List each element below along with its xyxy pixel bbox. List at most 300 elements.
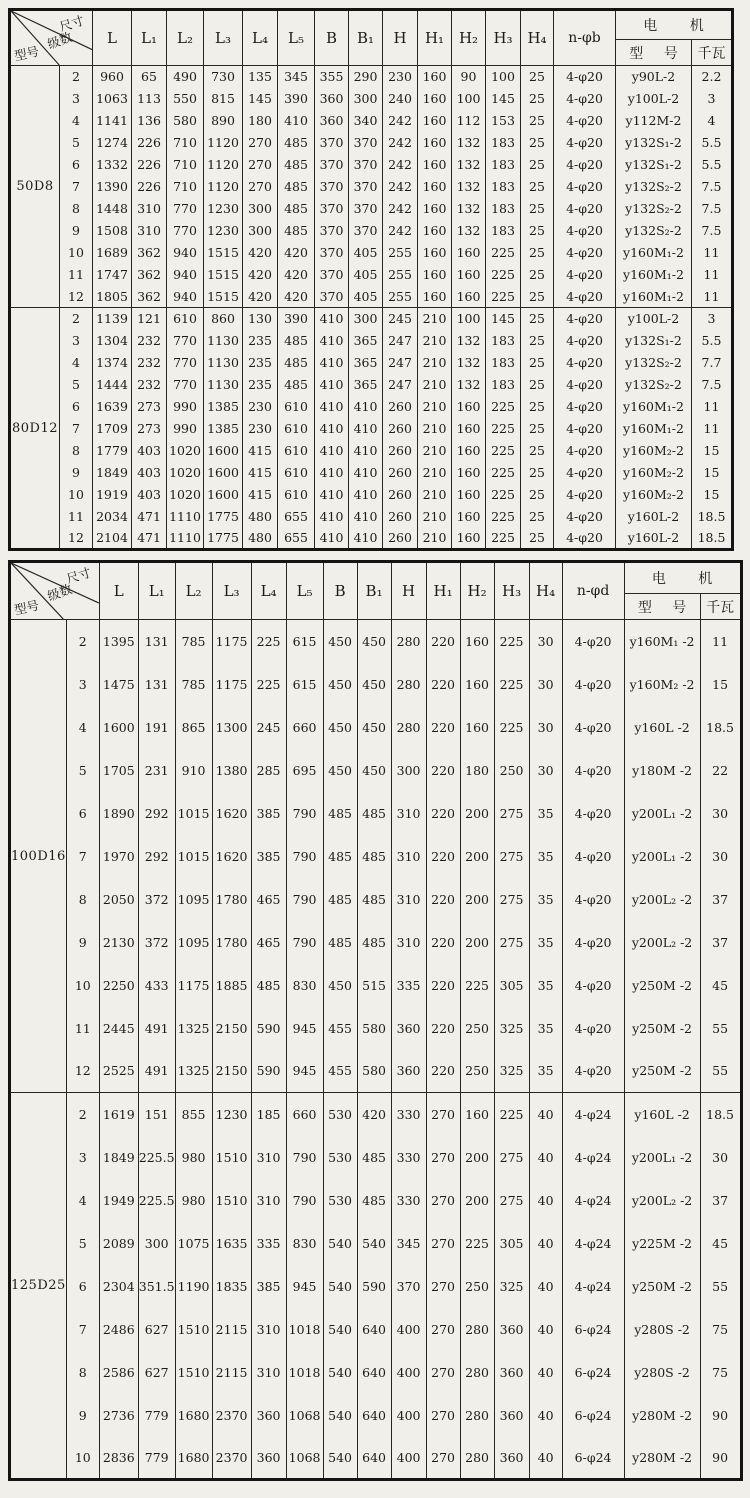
motor-kw-cell: 30 [700,835,741,878]
dimension-cell: 1120 [204,154,243,176]
col-header-L4: L₄ [251,562,286,620]
dimension-cell: 230 [243,396,278,418]
dimension-cell: 240 [383,88,418,110]
dimension-cell: 300 [349,308,383,330]
motor-model-cell: y200L₁ -2 [624,835,700,878]
bolt-holes-cell: 4-φ20 [562,878,624,921]
dimension-cell: 410 [349,462,383,484]
table-row [10,286,733,308]
dimension-cell: 360 [315,110,349,132]
dimension-cell: 242 [383,154,418,176]
dimension-cell: 627 [138,1351,175,1394]
stage-cell: 6 [60,154,93,176]
dimension-cell: 225 [486,286,521,308]
dimension-cell: 1095 [175,921,212,964]
stage-cell: 4 [66,706,99,749]
dimension-cell: 145 [486,88,521,110]
dimension-cell: 370 [349,176,383,198]
dimension-cell: 960 [93,66,132,88]
stage-cell: 12 [60,286,93,308]
dimension-cell: 310 [251,1136,286,1179]
dimension-cell: 270 [426,1265,460,1308]
dimension-cell: 450 [357,663,391,706]
table-row [10,792,742,835]
table-row [10,1093,742,1136]
dimension-cell: 1230 [204,198,243,220]
table-row [10,110,733,132]
dimension-cell: 1385 [204,396,243,418]
dimension-cell: 40 [529,1437,562,1480]
dimension-cell: 35 [529,964,562,1007]
dimension-cell: 200 [460,792,494,835]
motor-kw-cell: 45 [700,1222,741,1265]
stage-cell: 2 [60,66,93,88]
dimension-table-upper [8,8,734,551]
dimension-cell: 220 [426,878,460,921]
stage-cell: 7 [60,176,93,198]
dimension-cell: 270 [426,1093,460,1136]
dimension-cell: 160 [452,440,486,462]
dimension-cell: 180 [243,110,278,132]
motor-model-cell: y250M -2 [624,1007,700,1050]
dimension-cell: 450 [323,964,357,1007]
stage-cell: 10 [66,964,99,1007]
dimension-cell: 710 [167,154,204,176]
dimension-cell: 890 [204,110,243,132]
dimension-cell: 485 [323,878,357,921]
dimension-cell: 1120 [204,176,243,198]
dimension-cell: 310 [132,220,167,242]
dimension-cell: 225.5 [138,1179,175,1222]
dimension-cell: 485 [357,1136,391,1179]
col-header-L: L [99,562,138,620]
dimension-cell: 151 [138,1093,175,1136]
dimension-cell: 945 [286,1007,323,1050]
dimension-cell: 785 [175,663,212,706]
bolt-holes-cell: 4-φ20 [554,154,616,176]
bolt-holes-cell: 4-φ20 [554,528,616,550]
bolt-holes-cell: 4-φ20 [554,352,616,374]
table-row [10,1007,742,1050]
dimension-cell: 940 [167,264,204,286]
dimension-cell: 1175 [212,663,251,706]
dimension-cell: 515 [357,964,391,1007]
dimension-cell: 160 [460,663,494,706]
dimension-cell: 360 [494,1437,529,1480]
motor-kw-cell: 7.5 [692,220,733,242]
dimension-cell: 710 [167,132,204,154]
dimension-cell: 35 [529,921,562,964]
bolt-holes-cell: 4-φ20 [562,964,624,1007]
stage-cell: 5 [60,374,93,396]
bolt-holes-cell: 4-φ20 [562,835,624,878]
dimension-cell: 1018 [286,1351,323,1394]
dimension-cell: 370 [315,154,349,176]
bolt-holes-cell: 6-φ24 [562,1308,624,1351]
col-header-motor-kw: 千瓦 [700,594,741,620]
dimension-cell: 280 [391,706,426,749]
dimension-cell: 471 [132,506,167,528]
dimension-cell: 455 [323,1050,357,1093]
motor-model-cell: y250M -2 [624,1265,700,1308]
dimension-cell: 136 [132,110,167,132]
dimension-cell: 35 [529,792,562,835]
stage-cell: 9 [60,220,93,242]
col-header-L5: L₅ [286,562,323,620]
dimension-cell: 370 [315,132,349,154]
dimension-cell: 490 [167,66,204,88]
dimension-cell: 403 [132,484,167,506]
dimension-cell: 2150 [212,1050,251,1093]
table-row [10,198,733,220]
dimension-cell: 1680 [175,1437,212,1480]
dimension-cell: 132 [452,132,486,154]
dimension-cell: 485 [278,330,315,352]
dimension-cell: 420 [243,242,278,264]
motor-kw-cell: 15 [692,440,733,462]
dimension-cell: 1325 [175,1050,212,1093]
bolt-holes-cell: 4-φ20 [554,484,616,506]
table-row [10,352,733,374]
motor-kw-cell: 7.5 [692,374,733,396]
bolt-holes-cell: 4-φ20 [554,506,616,528]
dimension-cell: 280 [460,1351,494,1394]
dimension-cell: 360 [315,88,349,110]
motor-model-cell: y100L-2 [616,88,692,110]
dimension-cell: 485 [278,374,315,396]
dimension-cell: 860 [204,308,243,330]
dimension-cell: 485 [278,220,315,242]
motor-model-cell: y160M₁ -2 [624,620,700,663]
table-row [10,528,733,550]
dimension-cell: 2104 [93,528,132,550]
dimension-cell: 270 [426,1351,460,1394]
dimension-cell: 160 [452,264,486,286]
col-header-H1: H₁ [418,10,452,66]
table-row [10,921,742,964]
dimension-cell: 640 [357,1308,391,1351]
motor-kw-cell: 18.5 [700,706,741,749]
dimension-cell: 910 [175,749,212,792]
dimension-cell: 390 [278,308,315,330]
dimension-cell: 980 [175,1179,212,1222]
stage-cell: 3 [60,330,93,352]
dimension-cell: 132 [452,176,486,198]
dimension-cell: 325 [494,1007,529,1050]
stage-cell: 12 [66,1050,99,1093]
dimension-cell: 655 [278,506,315,528]
dimension-cell: 480 [243,528,278,550]
stage-cell: 8 [66,878,99,921]
dimension-cell: 65 [132,66,167,88]
dimension-cell: 980 [175,1136,212,1179]
dimension-cell: 275 [494,878,529,921]
dimension-cell: 400 [391,1351,426,1394]
motor-model-cell: y160L-2 [616,506,692,528]
corner-header [10,562,100,620]
dimension-cell: 210 [418,528,452,550]
motor-model-cell: y200L₁ -2 [624,1136,700,1179]
stage-cell: 7 [60,418,93,440]
dimension-cell: 270 [426,1308,460,1351]
bolt-holes-cell: 4-φ20 [554,176,616,198]
corner-label-size: 尺寸 [64,564,93,587]
motor-kw-cell: 90 [700,1394,741,1437]
dimension-cell: 280 [460,1394,494,1437]
dimension-cell: 185 [251,1093,286,1136]
motor-kw-cell: 15 [692,484,733,506]
dimension-cell: 25 [521,242,554,264]
dimension-cell: 113 [132,88,167,110]
dimension-cell: 1780 [212,878,251,921]
dimension-cell: 2050 [99,878,138,921]
dimension-cell: 410 [315,440,349,462]
motor-model-cell: y160L-2 [616,528,692,550]
dimension-cell: 1075 [175,1222,212,1265]
dimension-cell: 100 [452,88,486,110]
dimension-cell: 660 [286,706,323,749]
motor-kw-cell: 55 [700,1265,741,1308]
dimension-cell: 225 [251,663,286,706]
dimension-cell: 247 [383,352,418,374]
dimension-cell: 160 [418,132,452,154]
dimension-cell: 410 [349,396,383,418]
motor-model-cell: y160M₁-2 [616,264,692,286]
dimension-cell: 485 [357,835,391,878]
dimension-cell: 226 [132,132,167,154]
dimension-cell: 225 [486,396,521,418]
dimension-cell: 330 [391,1136,426,1179]
stage-cell: 5 [66,749,99,792]
motor-model-cell: y280S -2 [624,1308,700,1351]
dimension-cell: 530 [323,1093,357,1136]
dimension-cell: 420 [243,264,278,286]
table-row [10,308,733,330]
dimension-cell: 420 [243,286,278,308]
motor-kw-cell: 11 [700,620,741,663]
dimension-cell: 415 [243,484,278,506]
dimension-cell: 770 [167,198,204,220]
bolt-holes-cell: 6-φ24 [562,1394,624,1437]
col-header-L2: L₂ [175,562,212,620]
dimension-cell: 200 [460,1136,494,1179]
dimension-cell: 410 [315,352,349,374]
motor-model-cell: y200L₂ -2 [624,878,700,921]
col-header-H1: H₁ [426,562,460,620]
table-row [10,88,733,110]
dimension-cell: 1849 [99,1136,138,1179]
dimension-cell: 25 [521,176,554,198]
dimension-cell: 420 [357,1093,391,1136]
dimension-cell: 191 [138,706,175,749]
dimension-cell: 2089 [99,1222,138,1265]
dimension-cell: 160 [418,154,452,176]
stage-cell: 11 [60,264,93,286]
dimension-cell: 160 [418,264,452,286]
stage-cell: 6 [60,396,93,418]
motor-kw-cell: 4 [692,110,733,132]
dimension-cell: 200 [460,1179,494,1222]
dimension-cell: 450 [323,663,357,706]
motor-model-cell: y250M -2 [624,1050,700,1093]
motor-kw-cell: 55 [700,1007,741,1050]
table-body-lower [10,620,742,1480]
table-row [10,1394,742,1437]
dimension-cell: 370 [315,286,349,308]
dimension-cell: 310 [391,921,426,964]
dimension-cell: 400 [391,1308,426,1351]
stage-cell: 2 [66,620,99,663]
dimension-cell: 410 [349,418,383,440]
dimension-cell: 370 [349,220,383,242]
dimension-cell: 790 [286,1179,323,1222]
dimension-cell: 2250 [99,964,138,1007]
dimension-cell: 345 [391,1222,426,1265]
dimension-cell: 655 [278,528,315,550]
dimension-cell: 225 [486,506,521,528]
corner-label-model: 型号 [12,43,41,64]
dimension-cell: 1110 [167,528,204,550]
dimension-cell: 1805 [93,286,132,308]
stage-cell: 11 [60,506,93,528]
dimension-cell: 385 [251,792,286,835]
bolt-holes-cell: 6-φ24 [562,1437,624,1480]
motor-kw-cell: 75 [700,1308,741,1351]
dimension-cell: 131 [138,663,175,706]
motor-kw-cell: 11 [692,264,733,286]
dimension-cell: 420 [278,264,315,286]
motor-kw-cell: 15 [700,663,741,706]
dimension-cell: 273 [132,396,167,418]
motor-model-cell: y112M-2 [616,110,692,132]
stage-cell: 3 [66,1136,99,1179]
dimension-cell: 270 [243,132,278,154]
dimension-cell: 310 [391,878,426,921]
dimension-cell: 1600 [204,440,243,462]
dimension-cell: 1705 [99,749,138,792]
dimension-cell: 410 [349,528,383,550]
dimension-cell: 485 [357,921,391,964]
dimension-cell: 335 [391,964,426,1007]
dimension-cell: 210 [418,418,452,440]
dimension-cell: 2370 [212,1394,251,1437]
dimension-cell: 160 [452,242,486,264]
col-header-L1: L₁ [138,562,175,620]
dimension-cell: 1018 [286,1308,323,1351]
motor-kw-cell: 18.5 [692,528,733,550]
dimension-cell: 1515 [204,264,243,286]
dimension-cell: 260 [383,462,418,484]
col-header-H4: H₄ [529,562,562,620]
dimension-cell: 415 [243,440,278,462]
dimension-cell: 410 [315,308,349,330]
dimension-cell: 1325 [175,1007,212,1050]
motor-kw-cell: 2.2 [692,66,733,88]
dimension-cell: 232 [132,330,167,352]
col-header-H: H [391,562,426,620]
dimension-cell: 471 [132,528,167,550]
dimension-cell: 340 [349,110,383,132]
col-header-H3: H₃ [486,10,521,66]
dimension-cell: 270 [426,1394,460,1437]
dimension-cell: 1068 [286,1437,323,1480]
bolt-holes-cell: 4-φ20 [554,440,616,462]
dimension-cell: 160 [418,88,452,110]
dimension-cell: 1175 [175,964,212,1007]
stage-cell: 8 [60,198,93,220]
dimension-cell: 232 [132,352,167,374]
col-header-B1: B₁ [357,562,391,620]
dimension-cell: 25 [521,66,554,88]
dimension-cell: 2304 [99,1265,138,1308]
dimension-cell: 1885 [212,964,251,1007]
dimension-cell: 242 [383,110,418,132]
dimension-cell: 990 [167,396,204,418]
dimension-cell: 183 [486,330,521,352]
dimension-cell: 362 [132,264,167,286]
motor-kw-cell: 15 [692,462,733,484]
dimension-cell: 232 [132,374,167,396]
stage-cell: 8 [66,1351,99,1394]
motor-kw-cell: 7.5 [692,176,733,198]
dimension-cell: 610 [278,418,315,440]
motor-model-cell: y160M₁-2 [616,396,692,418]
dimension-cell: 275 [494,921,529,964]
dimension-cell: 830 [286,1222,323,1265]
dimension-cell: 160 [452,506,486,528]
dimension-cell: 230 [383,66,418,88]
dimension-cell: 235 [243,374,278,396]
motor-model-cell: y132S₁-2 [616,132,692,154]
dimension-cell: 1274 [93,132,132,154]
dimension-cell: 1332 [93,154,132,176]
dimension-cell: 200 [460,921,494,964]
dimension-cell: 1130 [204,330,243,352]
dimension-cell: 485 [278,154,315,176]
dimension-cell: 300 [243,220,278,242]
dimension-cell: 405 [349,286,383,308]
dimension-cell: 580 [357,1050,391,1093]
bolt-holes-cell: 4-φ20 [554,264,616,286]
motor-kw-cell: 55 [700,1050,741,1093]
dimension-cell: 360 [251,1394,286,1437]
dimension-cell: 790 [286,835,323,878]
dimension-cell: 245 [251,706,286,749]
dimension-cell: 779 [138,1437,175,1480]
bolt-holes-cell: 4-φ20 [562,663,624,706]
motor-model-cell: y160L -2 [624,1093,700,1136]
col-header-L5: L₅ [278,10,315,66]
table-row [10,176,733,198]
dimension-cell: 40 [529,1351,562,1394]
col-header-L3: L₃ [204,10,243,66]
motor-model-cell: y160M₁-2 [616,242,692,264]
dimension-table-lower [8,560,743,1481]
dimension-cell: 25 [521,110,554,132]
dimension-cell: 450 [323,620,357,663]
dimension-cell: 280 [391,663,426,706]
dimension-cell: 360 [494,1394,529,1437]
dimension-cell: 410 [278,110,315,132]
dimension-cell: 410 [315,330,349,352]
dimension-cell: 1515 [204,286,243,308]
dimension-cell: 160 [460,1093,494,1136]
dimension-cell: 40 [529,1265,562,1308]
dimension-cell: 210 [418,374,452,396]
bolt-holes-cell: 4-φ20 [554,462,616,484]
dimension-cell: 491 [138,1050,175,1093]
dimension-cell: 390 [278,88,315,110]
